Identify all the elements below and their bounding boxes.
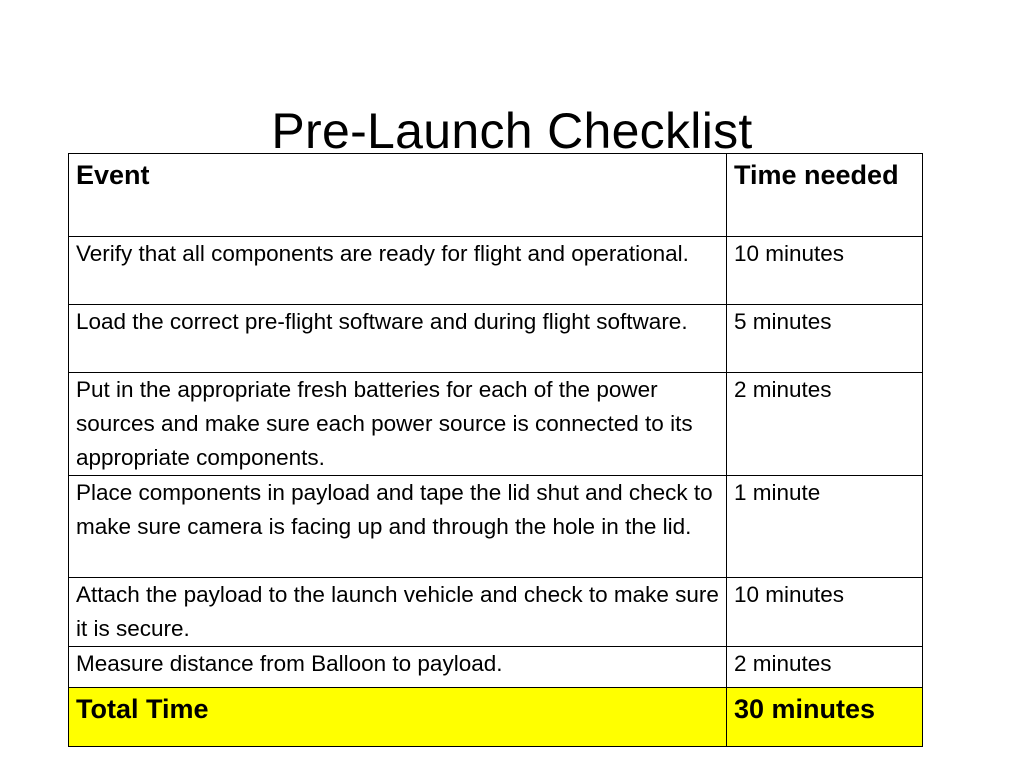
- time-cell: 5 minutes: [727, 305, 923, 373]
- total-label: Total Time: [69, 688, 727, 747]
- time-cell: 2 minutes: [727, 373, 923, 476]
- table-row: [69, 476, 923, 578]
- table-row: [69, 373, 923, 476]
- event-cell: Attach the payload to the launch vehicle and check to make sure it is secure.: [69, 578, 727, 647]
- table-row: [69, 647, 923, 688]
- event-cell: Put in the appropriate fresh batteries for each of the power sources and make sure each power source is connected to its appropriate components.: [69, 373, 727, 476]
- time-cell: 1 minute: [727, 476, 923, 578]
- event-cell: Measure distance from Balloon to payload.: [69, 647, 727, 688]
- time-cell: 10 minutes: [727, 237, 923, 305]
- column-header-time: Time needed: [727, 154, 923, 237]
- total-value: 30 minutes: [727, 688, 923, 747]
- column-header-event: Event: [69, 154, 727, 237]
- table-row: [69, 305, 923, 373]
- event-cell: Load the correct pre-flight software and during flight software.: [69, 305, 727, 373]
- checklist-table: [68, 153, 923, 747]
- event-cell: Place components in payload and tape the lid shut and check to make sure camera is facing up and through the hole in the lid.: [69, 476, 727, 578]
- time-cell: 10 minutes: [727, 578, 923, 647]
- total-row: [69, 688, 923, 747]
- time-cell: 2 minutes: [727, 647, 923, 688]
- table-header-row: [69, 154, 923, 237]
- table-row: [69, 578, 923, 647]
- page-title: Pre-Launch Checklist: [271, 102, 753, 159]
- table-row: [69, 237, 923, 305]
- event-cell: Verify that all components are ready for flight and operational.: [69, 237, 727, 305]
